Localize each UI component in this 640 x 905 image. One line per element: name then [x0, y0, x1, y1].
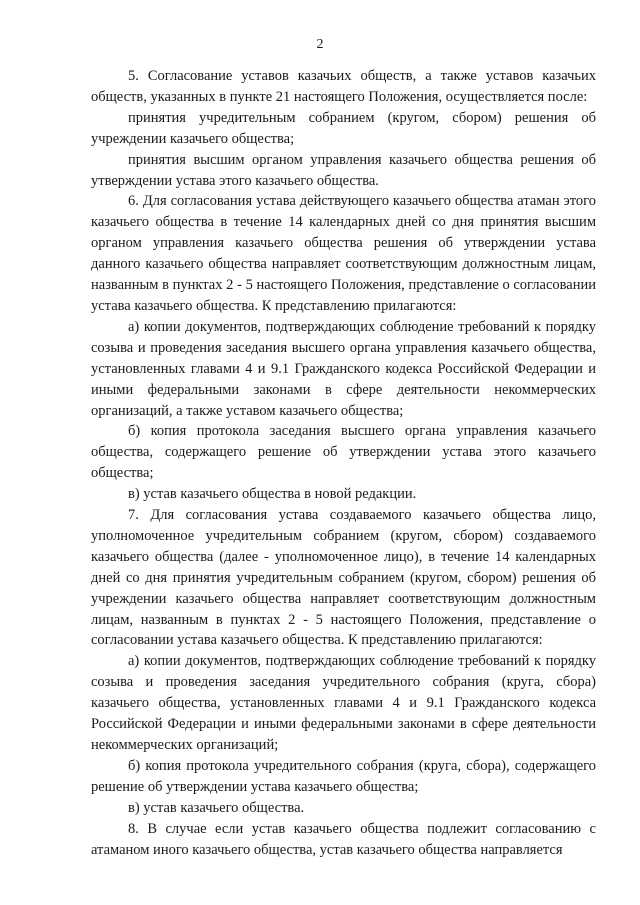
paragraph-7-item-c: в) устав казачьего общества. [128, 799, 305, 816]
paragraph-6-item-b: б) копия протокола заседания высшего органа управления казачьего общества, содержащего решение об утверждении устава этого казачьего общества; [91, 423, 596, 482]
paragraph-6-item-a: а) копии документов, подтверждающих соблюдение требований к порядку созыва и проведения заседания высшего органа управления казачьего общества, установленных главами 4 и 9.1 Гражданского кодекса Российской Федерации и иными федеральными законами в сфере деятельности некоммерческих организаций, а также уставом казачьего общества; [91, 318, 596, 419]
document-body [91, 66, 596, 860]
paragraph-7-intro: 7. Для согласования устава создаваемого казачьего общества лицо, уполномоченное учредительным собранием (кругом, сбором) создаваемого казачьего общества (далее - уполномоченное лицо), в течение 14 календарных дней со дня принятия учредительным собранием (кругом, сбором) решения об учреждении казачьего общества направляет соответствующим должностным лицам, названным в пунктах 2 - 5 настоящего Положения, представление о согласовании устава казачьего общества. К представлению прилагаются: [91, 507, 596, 649]
paragraph-8-intro: 8. В случае если устав казачьего общества подлежит согласованию с атаманом иного казачьего общества, устав казачьего общества направляется [91, 820, 596, 858]
paragraph-5-item-approval: принятия высшим органом управления казачьего общества решения об утверждении устава этого казачьего общества. [91, 151, 596, 189]
paragraph-6-intro: 6. Для согласования устава действующего казачьего общества атаман этого казачьего общества в течение 14 календарных дней со дня принятия высшим органом управления казачьего общества решения об утверждении устава данного казачьего общества направляет соответствующим должностным лицам, названным в пунктах 2 - 5 настоящего Положения, представление о согласовании устава казачьего общества. К представлению прилагаются: [91, 193, 596, 314]
page-number: 2 [316, 37, 324, 52]
paragraph-5-intro: 5. Согласование уставов казачьих обществ, а также уставов казачьих обществ, указанных в пункте 21 настоящего Положения, осуществляется после: [91, 68, 596, 105]
paragraph-7-item-b: б) копия протокола учредительного собрания (круга, сбора), содержащего решение об утверждении устава казачьего общества; [91, 757, 596, 795]
paragraph-6-item-c: в) устав казачьего общества в новой редакции. [128, 486, 417, 503]
paragraph-5-item-founding: принятия учредительным собранием (кругом, сбором) решения об учреждении казачьего общества; [91, 109, 596, 147]
paragraph-7-item-a: а) копии документов, подтверждающих соблюдение требований к порядку созыва и проведения заседания учредительного собрания (круга, сбора) казачьего общества, установленных главами 4 и 9.1 Гражданского кодекса Российской Федерации и иными федеральными законами в сфере деятельности некоммерческих организаций; [91, 653, 596, 753]
